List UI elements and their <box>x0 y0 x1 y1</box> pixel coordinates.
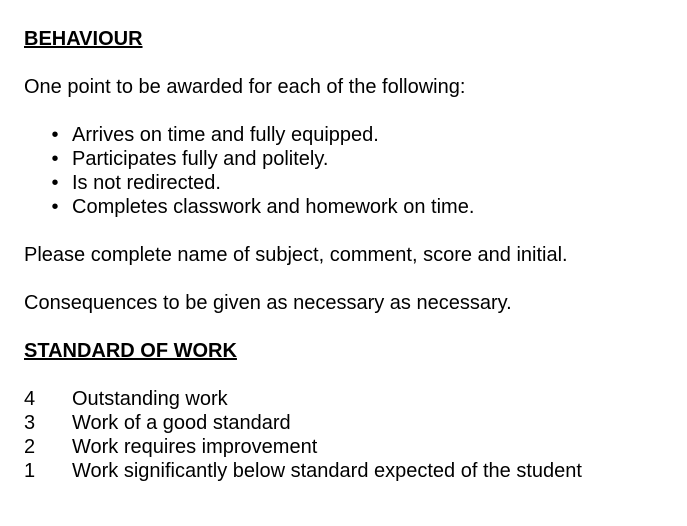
level-description: Work significantly below standard expected of the student <box>72 460 582 482</box>
list-item <box>24 123 674 147</box>
standard-level-row <box>24 387 674 411</box>
document-page <box>24 27 674 483</box>
list-item <box>24 171 674 195</box>
work-standard-list <box>24 387 674 483</box>
level-score: 1 <box>24 460 36 482</box>
level-description: Work requires improvement <box>72 436 318 458</box>
consequences-note: Consequences to be given as necessary as necessary. <box>24 292 512 314</box>
standard-level-row <box>24 459 674 483</box>
standard-level-row <box>24 411 674 435</box>
list-item <box>24 147 674 171</box>
bullet-icon: • <box>51 172 59 194</box>
spacer <box>24 99 674 123</box>
spacer <box>24 363 674 387</box>
level-score: 4 <box>24 388 36 410</box>
bullet-icon: • <box>51 148 59 170</box>
spacer <box>24 51 674 75</box>
level-score: 3 <box>24 412 36 434</box>
list-item-text: Arrives on time and fully equipped. <box>72 124 379 146</box>
spacer <box>24 267 674 291</box>
bullet-icon: • <box>51 124 59 146</box>
bullet-icon: • <box>51 196 59 218</box>
spacer <box>24 219 674 243</box>
list-item-text: Is not redirected. <box>72 172 221 194</box>
standard-of-work-heading: STANDARD OF WORK <box>24 340 237 362</box>
behaviour-criteria-list <box>24 123 674 219</box>
list-item-text: Participates fully and politely. <box>72 148 329 170</box>
level-description: Work of a good standard <box>72 412 291 434</box>
level-description: Outstanding work <box>72 388 228 410</box>
behaviour-heading: BEHAVIOUR <box>24 28 143 50</box>
standard-level-row <box>24 435 674 459</box>
spacer <box>24 315 674 339</box>
behaviour-intro: One point to be awarded for each of the following: <box>24 76 466 98</box>
completion-instruction: Please complete name of subject, comment, score and initial. <box>24 244 568 266</box>
list-item <box>24 195 674 219</box>
level-score: 2 <box>24 436 36 458</box>
list-item-text: Completes classwork and homework on time. <box>72 196 475 218</box>
